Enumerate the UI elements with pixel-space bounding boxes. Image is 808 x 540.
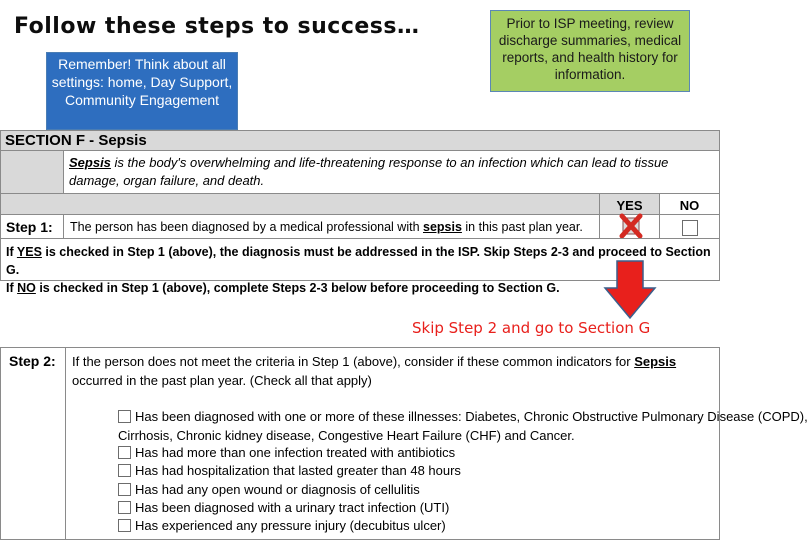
step1-text-term: sepsis: [423, 220, 462, 234]
indicator-item-3: [118, 463, 461, 478]
indicator-checkbox-6[interactable]: [118, 519, 131, 532]
indicator-item-1: [118, 409, 808, 424]
step1-no-cell: [659, 214, 720, 239]
definition-spacer: [0, 150, 64, 194]
step1-text-post: in this past plan year.: [461, 220, 583, 234]
yes-no-header-spacer: [0, 193, 600, 215]
indicator-checkbox-2[interactable]: [118, 446, 131, 459]
indicator-item-6: [118, 518, 446, 533]
indicator-item-4: [118, 482, 420, 497]
step1-text-pre: The person has been diagnosed by a medical professional with: [70, 220, 423, 234]
step1-yes-cell: [599, 214, 660, 239]
skip-annotation: Skip Step 2 and go to Section G: [412, 319, 651, 337]
instruction-no-term: NO: [17, 281, 36, 295]
step1-label-text: Step 1:: [6, 219, 53, 235]
step2-intro-post: occurred in the past plan year. (Check all that apply): [72, 373, 372, 388]
indicator-label-4: Has had any open wound or diagnosis of cellulitis: [135, 482, 420, 497]
step1-no-checkbox[interactable]: [682, 220, 698, 236]
sepsis-definition: [63, 150, 720, 194]
indicator-checkbox-5[interactable]: [118, 501, 131, 514]
yes-header-label: YES: [616, 198, 643, 213]
down-arrow-icon: [604, 260, 656, 320]
step2-intro-term: Sepsis: [634, 354, 677, 369]
sepsis-definition-text: is the body's overwhelming and life-threatening response to an infection which can lead to tissue damage, organ failure, and death.: [69, 155, 669, 188]
review-callout: Prior to ISP meeting, review discharge summaries, medical reports, and health history for information.: [490, 10, 690, 92]
indicator-checkbox-1[interactable]: [118, 410, 131, 423]
settings-callout: Remember! Think about all settings: home, Day Support, Community Engagement: [46, 52, 238, 130]
step1-label: [0, 214, 64, 239]
indicator-label-5: Has been diagnosed with a urinary tract infection (UTI): [135, 500, 450, 515]
step1-question: [63, 214, 600, 239]
instruction-yes-post: is checked in Step 1 (above), the diagnosis must be addressed in the ISP. Skip Steps 2-3 and proceed to Section G.: [6, 245, 711, 277]
indicator-label-1: Has been diagnosed with one or more of these illnesses: Diabetes, Chronic Obstructive Pulmonary Disease (COPD),: [135, 409, 808, 424]
no-header: [659, 193, 720, 215]
instruction-no-post: is checked in Step 1 (above), complete Steps 2-3 below before proceeding to Section G.: [35, 281, 560, 295]
indicator-label-6: Has experienced any pressure injury (decubitus ulcer): [135, 518, 446, 533]
instruction-yes-term: YES: [16, 245, 42, 259]
section-f-title-text: SECTION F - Sepsis: [5, 132, 147, 149]
indicator-checkbox-4[interactable]: [118, 483, 131, 496]
indicator-item-5: [118, 500, 449, 515]
step1-yes-checkbox[interactable]: [617, 211, 645, 239]
instruction-no-pre: If: [6, 281, 18, 295]
instruction-yes-pre: If: [6, 245, 17, 259]
step2-label-text: Step 2:: [9, 353, 56, 369]
indicator-checkbox-3[interactable]: [118, 464, 131, 477]
indicator-item-2: [118, 445, 455, 460]
indicator-label-3: Has had hospitalization that lasted greater than 48 hours: [135, 463, 461, 478]
no-header-label: NO: [679, 198, 700, 213]
indicator-label-2: Has had more than one infection treated with antibiotics: [135, 445, 456, 460]
section-f-title: [0, 130, 720, 151]
step2-label: [0, 347, 66, 540]
indicator-label-1-continued: Cirrhosis, Chronic kidney disease, Congestive Heart Failure (CHF) and Cancer.: [118, 428, 575, 443]
step2-intro: [72, 352, 712, 390]
sepsis-term: Sepsis: [69, 155, 111, 170]
step2-intro-pre: If the person does not meet the criteria in Step 1 (above), consider if these common indicators for: [72, 354, 635, 369]
page-title: Follow these steps to success…: [14, 14, 420, 39]
indicator-item-1-continued: [118, 428, 575, 443]
